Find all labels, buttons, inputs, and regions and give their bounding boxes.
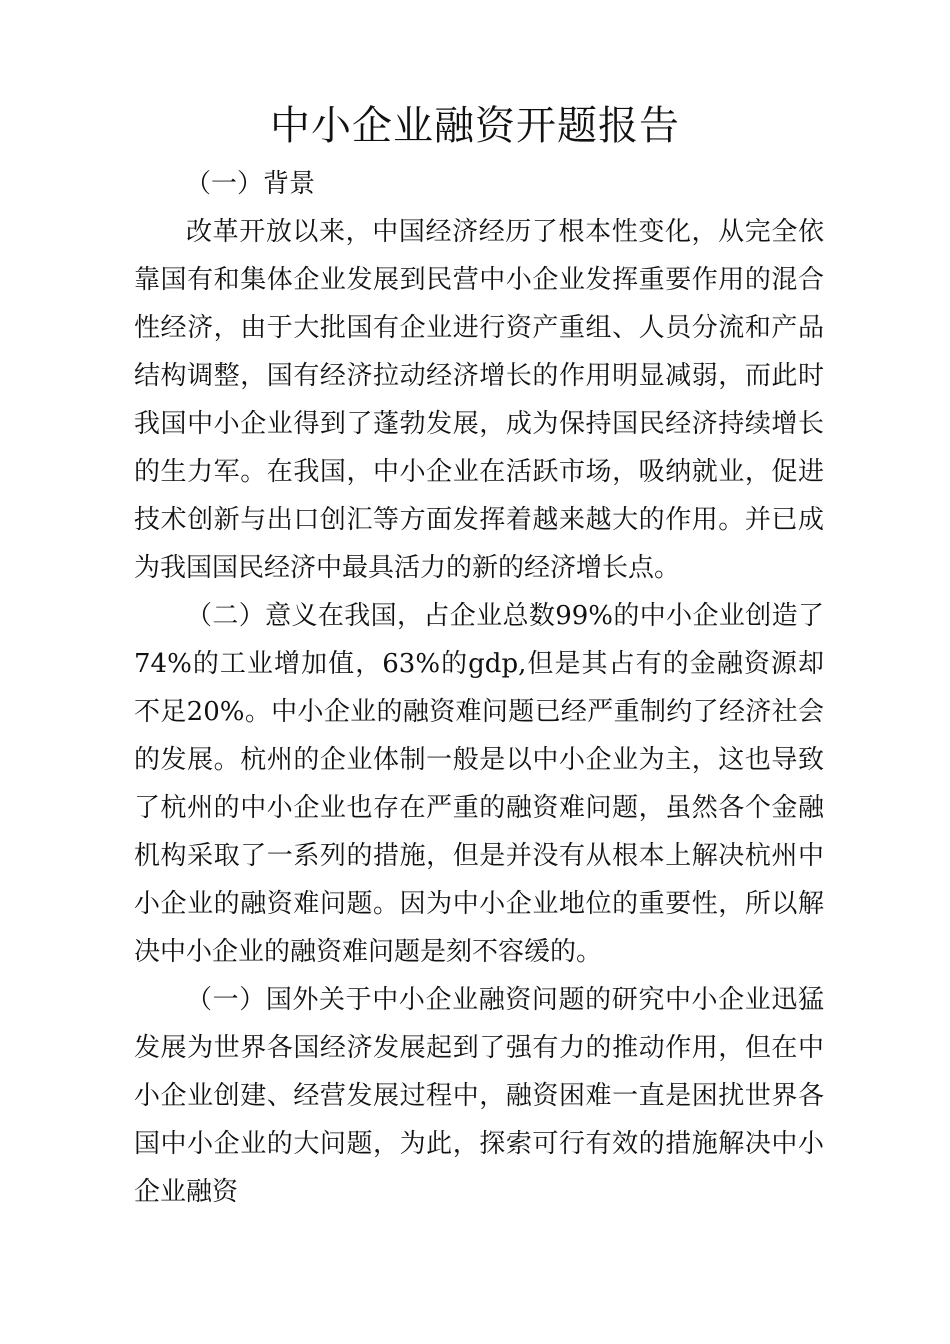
document-body xyxy=(134,208,824,1216)
document-title: 中小企业融资开题报告 xyxy=(270,103,680,149)
paragraph-significance: （二）意义在我国，占企业总数99%的中小企业创造了74%的工业增加值，63%的gdp,但是其占有的金融资源却不足20%。中小企业的融资难问题已经严重制约了经济社会的发展。杭州的企业体制一般是以中小企业为主，这也导致了杭州的中小企业也存在严重的融资难问题，虽然各个金融机构采取了一系列的措施，但是并没有从根本上解决杭州中小企业的融资难问题。因为中小企业地位的重要性，所以解决中小企业的融资难问题是刻不容缓的。 xyxy=(134,601,824,967)
paragraph-background: 改革开放以来，中国经济经历了根本性变化，从完全依靠国有和集体企业发展到民营中小企业发挥重要作用的混合性经济，由于大批国有企业进行资产重组、人员分流和产品结构调整，国有经济拉动经济增长的作用明显减弱，而此时我国中小企业得到了蓬勃发展，成为保持国民经济持续增长的生力军。在我国，中小企业在活跃市场，吸纳就业，促进技术创新与出口创汇等方面发挥着越来越大的作用。并已成为我国国民经济中最具活力的新的经济增长点。 xyxy=(134,217,824,583)
paragraph-foreign-research: （一）国外关于中小企业融资问题的研究中小企业迅猛发展为世界各国经济发展起到了强有力的推动作用，但在中小企业创建、经营发展过程中，融资困难一直是困扰世界各国中小企业的大问题，为此，探索可行有效的措施解决中小企业融资 xyxy=(134,985,824,1207)
section-heading-background: （一）背景 xyxy=(185,169,316,199)
